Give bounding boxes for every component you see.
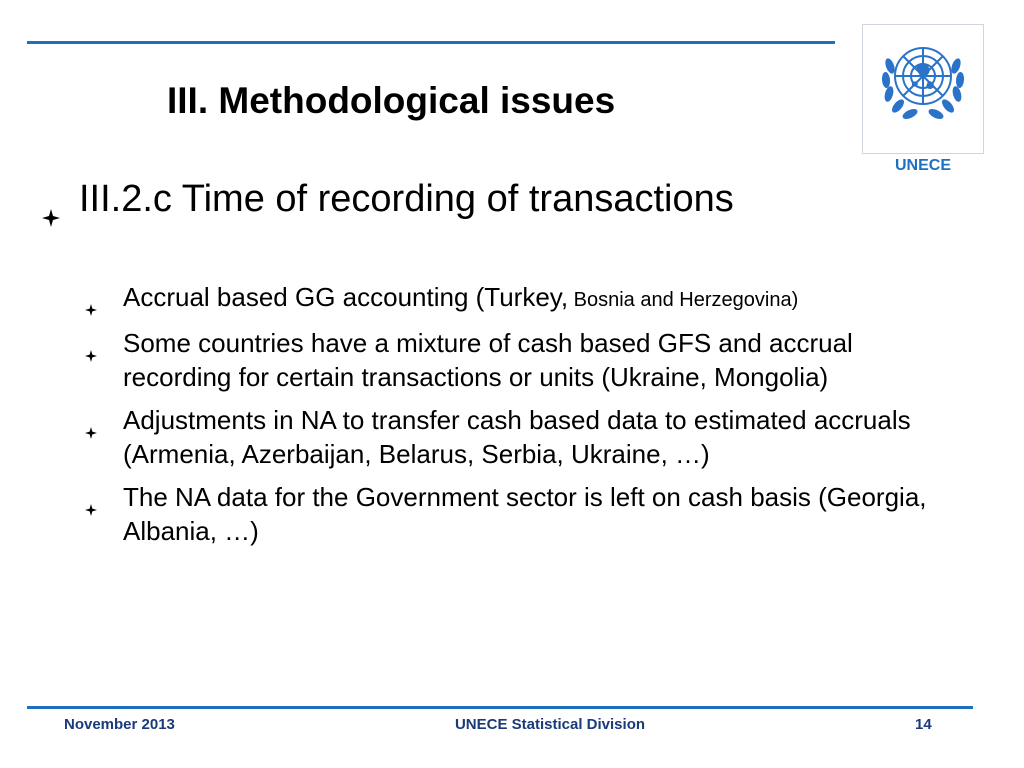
- diamond-bullet-icon: [85, 413, 97, 447]
- list-item-text: The NA data for the Government sector is left on cash basis (Georgia, Albania, …): [123, 482, 927, 546]
- list-item: [85, 326, 965, 394]
- list-item: [85, 403, 965, 471]
- top-divider: [27, 41, 835, 44]
- slide-title: III. Methodological issues: [167, 80, 616, 121]
- bullet-list: [85, 280, 965, 557]
- list-item-text: Accrual based GG accounting (Turkey,: [123, 282, 569, 312]
- un-emblem-icon: [868, 26, 978, 136]
- logo-text: UNECE: [894, 157, 951, 174]
- page-number: 14: [915, 716, 932, 733]
- list-item-text: Adjustments in NA to transfer cash based data to estimated accruals (Armenia, Azerbaijan, Belarus, Serbia, Ukraine, …): [123, 405, 911, 469]
- list-item: [85, 480, 965, 548]
- diamond-bullet-icon: [85, 336, 97, 370]
- footer-date: November 2013: [64, 716, 175, 733]
- diamond-bullet-icon: [85, 290, 97, 324]
- bottom-divider: [27, 706, 973, 709]
- unece-logo: [862, 24, 984, 174]
- list-item: [85, 280, 965, 317]
- list-item-small-text: Bosnia and Herzegovina): [568, 289, 799, 311]
- diamond-bullet-icon: [85, 490, 97, 524]
- heading-text: III.2.c Time of recording of transactions: [79, 178, 734, 220]
- list-item-text: Some countries have a mixture of cash based GFS and accrual recording for certain transactions or units (Ukraine, Mongolia): [123, 328, 853, 392]
- footer-organization: UNECE Statistical Division: [454, 716, 646, 733]
- diamond-bullet-icon: [42, 194, 60, 237]
